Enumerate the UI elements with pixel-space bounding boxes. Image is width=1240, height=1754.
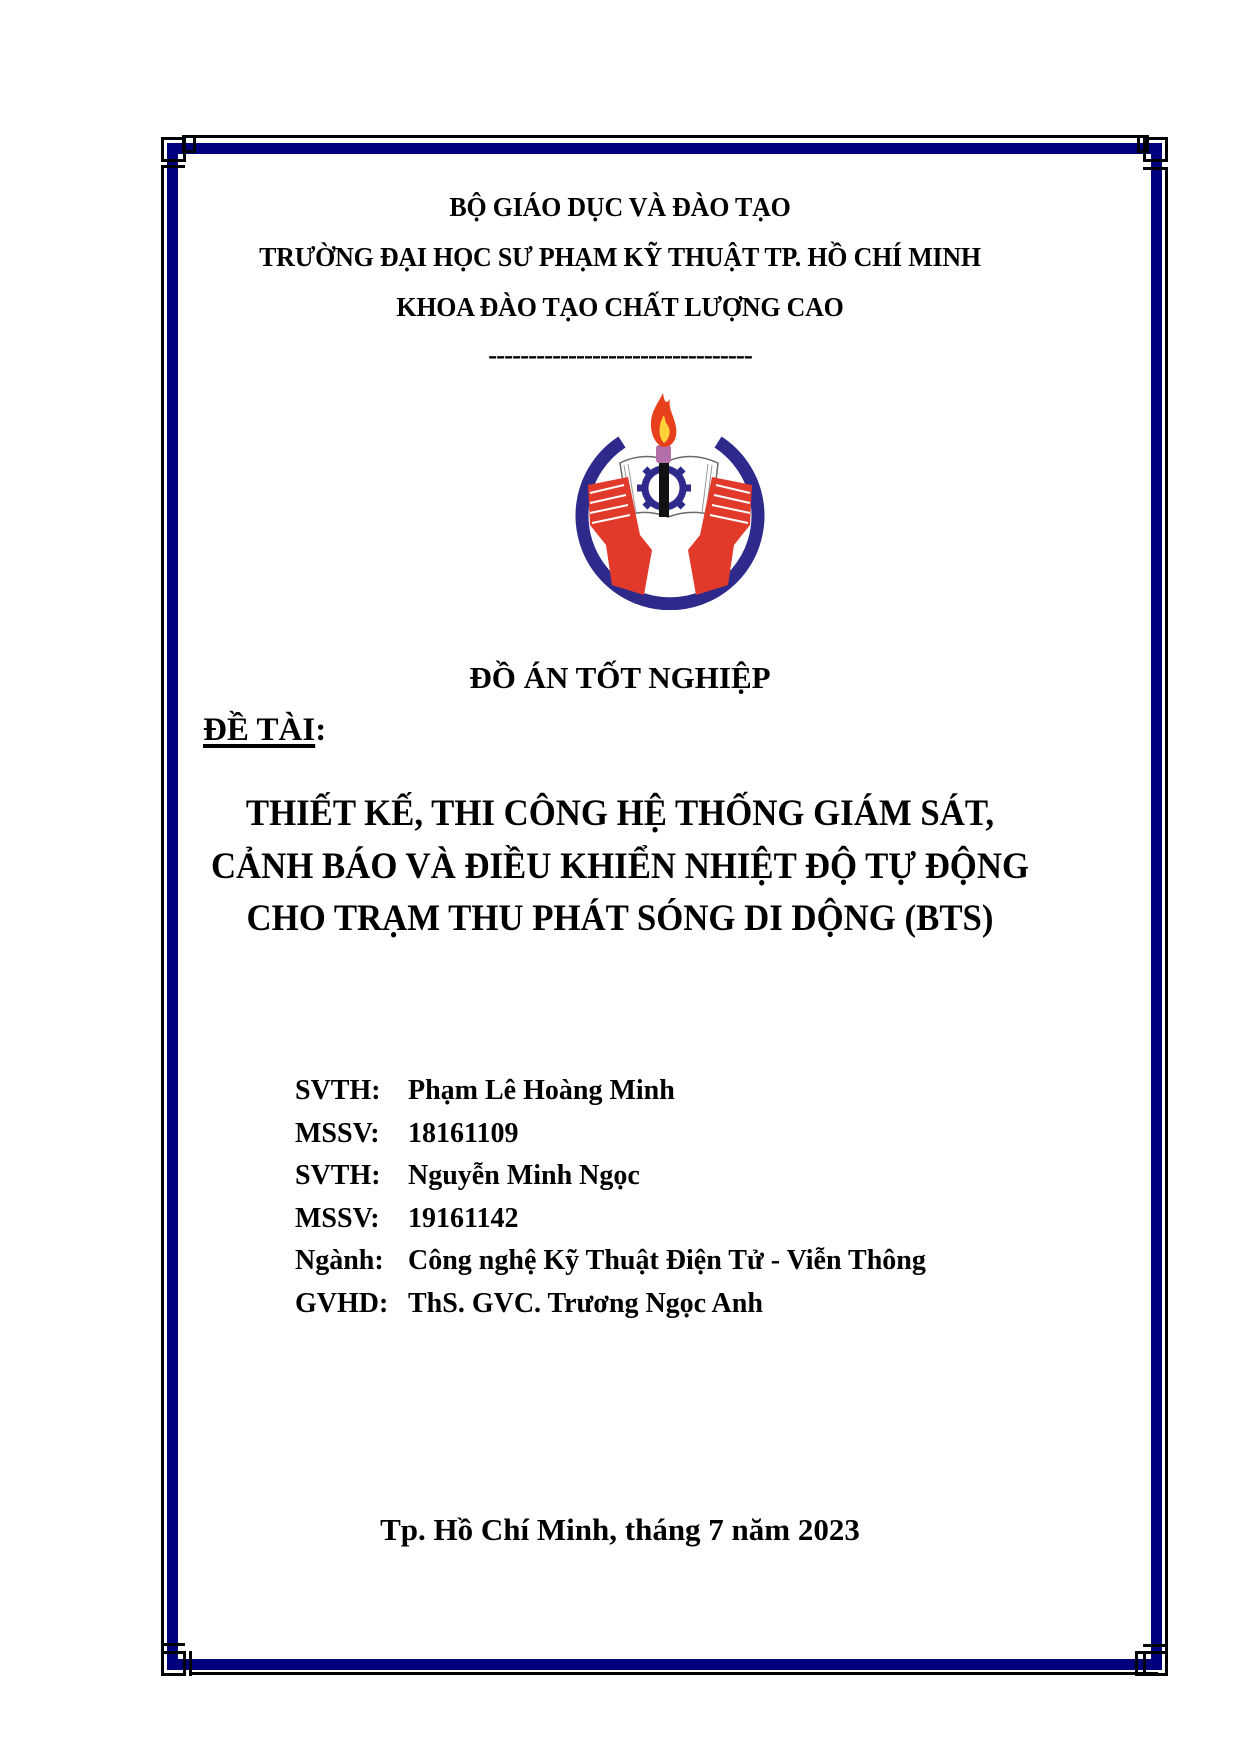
header-separator: --------------------------------- [488, 340, 752, 370]
info-value: 19161142 [408, 1202, 519, 1234]
corner-ornament-bottom-left-c [189, 1651, 192, 1676]
subject-label-text: ĐỀ TÀI [203, 712, 316, 748]
info-row-student-id-2 [295, 1198, 926, 1241]
border-band-top [167, 143, 1162, 154]
info-label: GVHD: [295, 1287, 389, 1319]
info-label: Ngành: [295, 1245, 384, 1277]
info-row-major [295, 1240, 926, 1283]
thesis-title-line-3: CHO TRẠM THU PHÁT SÓNG DI DỘNG (BTS) [246, 898, 994, 939]
subject-label-colon: : [315, 712, 327, 748]
faculty-name: KHOA ĐÀO TẠO CHẤT LƯỢNG CAO [396, 292, 844, 322]
border-band-bottom [167, 1659, 1162, 1670]
corner-ornament-bottom-right-b [1135, 1651, 1145, 1676]
corner-ornament-bottom-right-a [1143, 1651, 1168, 1676]
corner-ornament-top-left-b [182, 135, 196, 153]
info-value: Phạm Lê Hoàng Minh [408, 1075, 675, 1107]
info-value: 18161109 [408, 1117, 519, 1149]
info-value: ThS. GVC. Trương Ngọc Anh [408, 1287, 763, 1319]
border-outer-line-bottom [192, 1672, 1158, 1675]
info-value: Công nghệ Kỹ Thuật Điện Tử - Viễn Thông [408, 1245, 926, 1277]
thesis-title-line-2: CẢNH BÁO VÀ ĐIỀU KHIỂN NHIỆT ĐỘ TỰ ĐỘNG [210, 846, 1030, 887]
university-name: TRƯỜNG ĐẠI HỌC SƯ PHẠM KỸ THUẬT TP. HỒ CHÍ MINH [259, 242, 981, 272]
info-label: SVTH: [295, 1160, 381, 1192]
corner-ornament-bottom-left-a [161, 1651, 186, 1676]
place-and-date: Tp. Hồ Chí Minh, tháng 7 năm 2023 [380, 1512, 860, 1547]
info-value: Nguyễn Minh Ngọc [408, 1160, 640, 1192]
corner-ornament-top-right-b [1137, 135, 1149, 153]
border-outer-line-top [182, 135, 1148, 138]
info-row-student-2 [295, 1155, 926, 1198]
info-label: SVTH: [295, 1075, 381, 1107]
document-type: ĐỒ ÁN TỐT NGHIỆP [469, 660, 771, 695]
university-emblem-icon [560, 385, 780, 610]
info-row-student-id-1 [295, 1113, 926, 1156]
info-label: MSSV: [295, 1117, 380, 1149]
author-info-table [295, 1070, 926, 1325]
info-row-student-1 [295, 1070, 926, 1113]
corner-ornament-top-right-c [1143, 167, 1168, 170]
corner-ornament-bottom-left-b [161, 1643, 185, 1646]
info-label: MSSV: [295, 1202, 380, 1234]
corner-ornament-top-left-c [161, 165, 185, 168]
thesis-title-line-1: THIẾT KẾ, THI CÔNG HỆ THỐNG GIÁM SÁT, [245, 793, 995, 834]
subject-label [203, 712, 326, 749]
info-row-advisor [295, 1283, 926, 1326]
corner-ornament-bottom-right-c [1143, 1644, 1168, 1647]
ministry-name: BỘ GIÁO DỤC VÀ ĐÀO TẠO [449, 192, 791, 222]
